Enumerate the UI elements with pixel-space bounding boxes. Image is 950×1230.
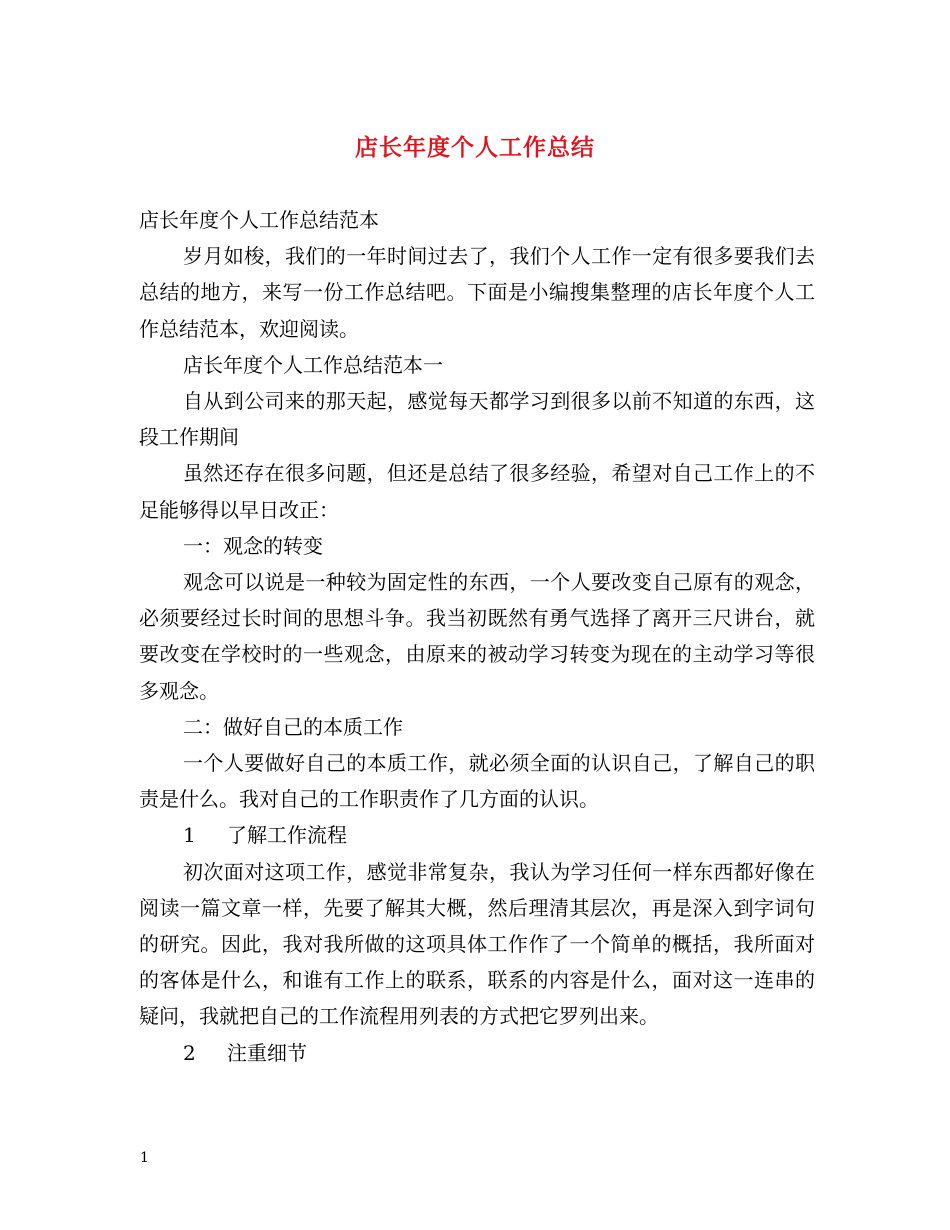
list-item-number: 2: [183, 1040, 196, 1065]
paragraph-problems: 虽然还存在很多问题，但还是总结了很多经验，希望对自己工作上的不足能够得以早日改正：: [139, 461, 815, 522]
list-item-label: 注重细节: [227, 1040, 307, 1065]
document-body: [139, 202, 815, 1071]
paragraph-since-joining: 自从到公司来的那天起，感觉每天都学习到很多以前不知道的东西，这段工作期间: [139, 389, 815, 450]
list-item-workflow: [139, 817, 815, 853]
paragraph-essential-work: 一个人要做好自己的本质工作，就必须全面的认识自己，了解自己的职责是什么。我对自己的工作职责作了几方面的认识。: [139, 751, 815, 812]
intro-paragraph: 岁月如梭，我们的一年时间过去了，我们个人工作一定有很多要我们去总结的地方，来写一份工作总结吧。下面是小编搜集整理的店长年度个人工作总结范本，欢迎阅读。: [139, 244, 815, 341]
list-item-label: 了解工作流程: [227, 823, 347, 848]
section-heading-sample-one: 店长年度个人工作总结范本一: [183, 352, 443, 377]
list-item-number: 1: [183, 823, 196, 848]
paragraph-concept-change: 观念可以说是一种较为固定性的东西，一个人要改变自己原有的观念，必须要经过长时间的思想斗争。我当初既然有勇气选择了离开三尺讲台，就要改变在学校时的一些观念，由原来的被动学习转变为现在的主动学习等很多观念。: [139, 570, 815, 703]
list-item-details: [139, 1035, 815, 1071]
page-number: 1: [140, 1150, 149, 1166]
heading-concept-change: 一：观念的转变: [183, 533, 323, 558]
document-title: 店长年度个人工作总结: [355, 134, 595, 161]
heading-essential-work: 二：做好自己的本质工作: [183, 714, 403, 739]
document-subtitle: 店长年度个人工作总结范本: [139, 208, 379, 232]
paragraph-workflow: 初次面对这项工作，感觉非常复杂，我认为学习任何一样东西都好像在阅读一篇文章一样，先要了解其大概，然后理清其层次，再是深入到字词句的研究。因此，我对我所做的这项具体工作作了一个简单的概括，我所面对的客体是什么，和谁有工作上的联系，联系的内容是什么，面对这一连串的疑问，我就把自己的工作流程用列表的方式把它罗列出来。: [139, 859, 815, 1029]
